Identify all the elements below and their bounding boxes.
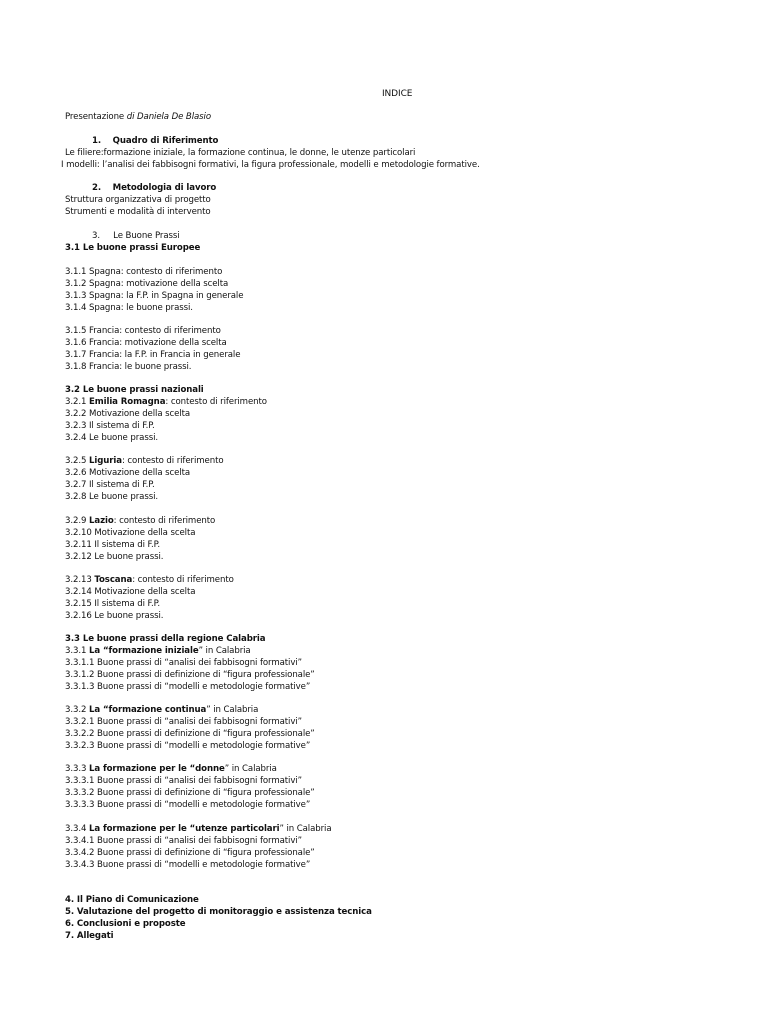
section-2-title: Metodologia di lavoro xyxy=(112,183,217,193)
entry-number: 3.3.2 xyxy=(65,705,89,715)
toc-entry: 3.2.8 Le buone prassi. xyxy=(65,492,159,502)
entry-text: ” in Calabria xyxy=(206,705,259,715)
entry-bold: La formazione per le “utenze particolari xyxy=(89,824,280,834)
presentazione-line xyxy=(65,111,211,123)
section-3-number: 3. xyxy=(92,231,100,241)
toc-entry: 3.1.5 Francia: contesto di riferimento xyxy=(65,326,221,336)
section-5-heading: 5. Valutazione del progetto di monitoraggio e assistenza tecnica xyxy=(65,907,372,917)
entry-number: 3.3.3 xyxy=(65,764,89,774)
toc-entry xyxy=(65,515,215,527)
section-7-heading: 7. Allegati xyxy=(65,931,114,941)
toc-entry: 3.2.3 Il sistema di F.P. xyxy=(65,421,155,431)
toc-entry: 3.3.4.1 Buone prassi di “analisi dei fabbisogni formativi” xyxy=(65,836,302,846)
region-name: Lazio xyxy=(89,516,114,526)
entry-number: 3.2.5 xyxy=(65,456,89,466)
toc-entry: 3.2.12 Le buone prassi. xyxy=(65,552,164,562)
entry-text: ” in Calabria xyxy=(279,824,332,834)
region-name: Liguria xyxy=(89,456,122,466)
toc-entry: 3.2.4 Le buone prassi. xyxy=(65,433,159,443)
toc-entry: 3.1.4 Spagna: le buone prassi. xyxy=(65,303,193,313)
toc-entry: 3.2.11 Il sistema di F.P. xyxy=(65,540,161,550)
section-1-heading xyxy=(92,135,218,147)
toc-entry: 3.1.2 Spagna: motivazione della scelta xyxy=(65,279,229,289)
entry-number: 3.2.1 xyxy=(65,397,89,407)
toc-entry: 3.3.4.3 Buone prassi di “modelli e metodologie formative” xyxy=(65,860,311,870)
toc-entry: 3.2.16 Le buone prassi. xyxy=(65,611,164,621)
subsection-3-3-heading: 3.3 Le buone prassi della regione Calabria xyxy=(65,634,266,644)
entry-text: ” in Calabria xyxy=(198,646,251,656)
entry-bold: La formazione per le “donne xyxy=(89,764,225,774)
toc-entry: 3.2.10 Motivazione della scelta xyxy=(65,528,196,538)
toc-entry xyxy=(65,763,277,775)
toc-entry: 3.3.3.2 Buone prassi di definizione di “figura professionale” xyxy=(65,788,315,798)
section-1-line: I modelli: l’analisi dei fabbisogni formativi, la figura professionale, modelli e metodologie formative. xyxy=(61,160,480,170)
subsection-3-1-heading: 3.1 Le buone prassi Europee xyxy=(65,243,201,253)
toc-entry: 3.3.1.1 Buone prassi di “analisi dei fabbisogni formativi” xyxy=(65,658,302,668)
entry-number: 3.2.9 xyxy=(65,516,89,526)
toc-entry: 3.1.1 Spagna: contesto di riferimento xyxy=(65,267,223,277)
section-6-heading: 6. Conclusioni e proposte xyxy=(65,919,186,929)
entry-number: 3.2.13 xyxy=(65,575,95,585)
entry-text: : contesto di riferimento xyxy=(113,516,216,526)
section-3-heading xyxy=(92,230,180,242)
subsection-3-2-heading: 3.2 Le buone prassi nazionali xyxy=(65,385,204,395)
toc-entry xyxy=(65,455,224,467)
toc-entry: 3.3.1.3 Buone prassi di “modelli e metodologie formative” xyxy=(65,682,311,692)
toc-entry: 3.3.2.3 Buone prassi di “modelli e metodologie formative” xyxy=(65,741,311,751)
presentazione-label: Presentazione xyxy=(65,112,127,122)
entry-text: : contesto di riferimento xyxy=(165,397,267,407)
toc-entry: 3.3.3.3 Buone prassi di “modelli e metodologie formative” xyxy=(65,800,311,810)
presentazione-author: di Daniela De Blasio xyxy=(126,112,212,122)
toc-entry xyxy=(65,396,267,408)
entry-text: ” in Calabria xyxy=(224,764,277,774)
toc-entry: 3.3.4.2 Buone prassi di definizione di “figura professionale” xyxy=(65,848,315,858)
entry-text: : contesto di riferimento xyxy=(132,575,234,585)
toc-entry: 3.3.2.1 Buone prassi di “analisi dei fabbisogni formativi” xyxy=(65,717,302,727)
toc-entry: 3.3.2.2 Buone prassi di definizione di “figura professionale” xyxy=(65,729,315,739)
section-2-number: 2. xyxy=(92,183,102,193)
section-1-line: Le filiere:formazione iniziale, la formazione continua, le donne, le utenze particolari xyxy=(65,148,416,158)
section-4-heading: 4. Il Piano di Comunicazione xyxy=(65,895,199,905)
region-name: Emilia Romagna xyxy=(89,397,166,407)
section-2-heading xyxy=(92,182,216,194)
toc-entry xyxy=(65,645,251,657)
section-3-title: Le Buone Prassi xyxy=(113,231,180,241)
section-1-number: 1. xyxy=(92,136,102,146)
region-name: Toscana xyxy=(94,575,133,585)
entry-bold: La “formazione continua xyxy=(89,705,207,715)
section-1-title: Quadro di Riferimento xyxy=(112,136,219,146)
entry-number: 3.3.4 xyxy=(65,824,89,834)
entry-text: : contesto di riferimento xyxy=(121,456,224,466)
toc-entry: 3.2.14 Motivazione della scelta xyxy=(65,587,196,597)
section-2-line: Strumenti e modalità di intervento xyxy=(65,207,211,217)
index-title: INDICE xyxy=(382,89,413,99)
entry-number: 3.3.1 xyxy=(65,646,89,656)
toc-entry: 3.3.3.1 Buone prassi di “analisi dei fabbisogni formativi” xyxy=(65,776,302,786)
toc-entry: 3.1.6 Francia: motivazione della scelta xyxy=(65,338,227,348)
toc-entry: 3.2.7 Il sistema di F.P. xyxy=(65,480,155,490)
toc-entry: 3.1.7 Francia: la F.P. in Francia in generale xyxy=(65,350,241,360)
toc-entry: 3.3.1.2 Buone prassi di definizione di “figura professionale” xyxy=(65,670,315,680)
toc-entry: 3.2.2 Motivazione della scelta xyxy=(65,409,191,419)
toc-entry: 3.2.6 Motivazione della scelta xyxy=(65,468,191,478)
toc-entry xyxy=(65,574,234,586)
toc-entry: 3.1.3 Spagna: la F.P. in Spagna in generale xyxy=(65,291,244,301)
entry-bold: La “formazione iniziale xyxy=(89,646,199,656)
toc-entry: 3.1.8 Francia: le buone prassi. xyxy=(65,362,192,372)
toc-entry xyxy=(65,823,332,835)
toc-entry: 3.2.15 Il sistema di F.P. xyxy=(65,599,161,609)
toc-entry xyxy=(65,704,258,716)
section-2-line: Struttura organizzativa di progetto xyxy=(65,195,211,205)
